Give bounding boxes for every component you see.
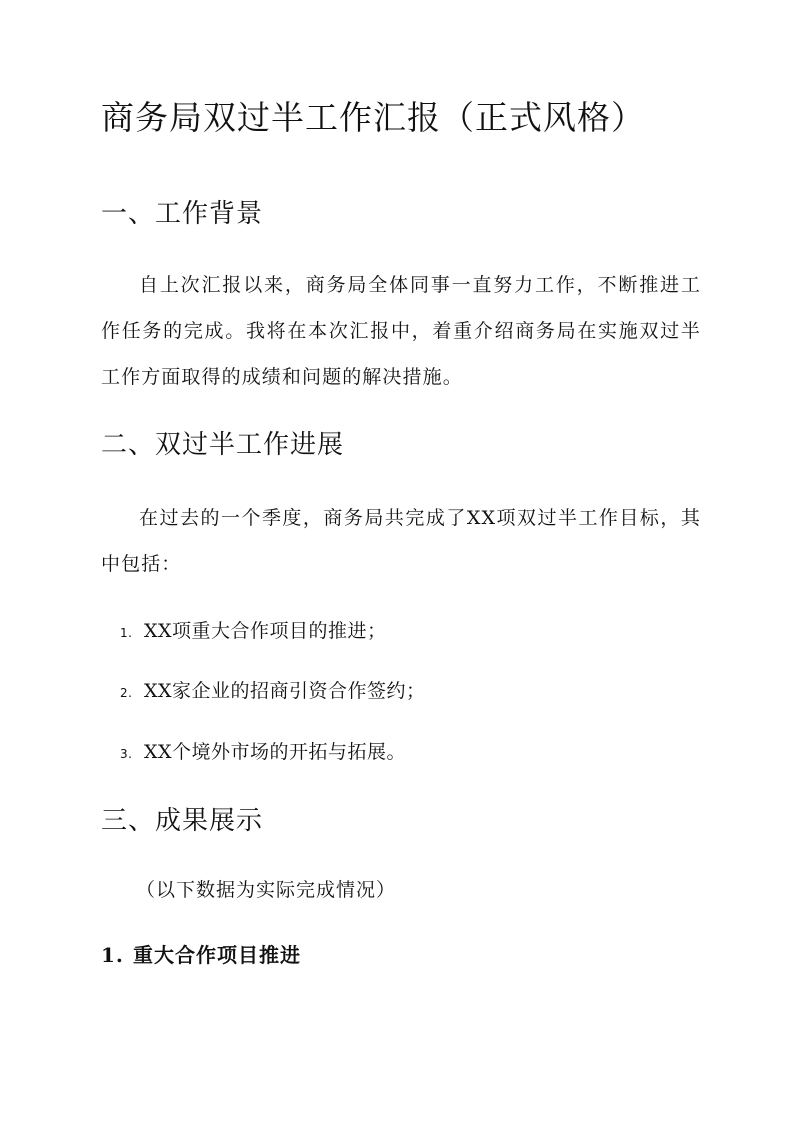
- list-item-number: 2.: [120, 686, 133, 700]
- list-item: [120, 617, 387, 647]
- section-heading-background: 一、工作背景: [101, 199, 264, 229]
- document-title: 商务局双过半工作汇报（正式风格）: [101, 98, 645, 137]
- list-item-text: XX家企业的招商引资合作签约；: [144, 680, 426, 702]
- list-item-number: 3.: [120, 747, 133, 761]
- section-heading-progress: 二、双过半工作进展: [101, 430, 345, 460]
- list-item-text: XX个境外市场的开拓与拓展。: [144, 741, 407, 763]
- subsection-title: 重大合作项目推进: [133, 943, 301, 967]
- section-paragraph-background: 自上次汇报以来，商务局全体同事一直努力工作，不断推进工作任务的完成。我将在本次汇报中，着重介绍商务局在实施双过半工作方面取得的成绩和问题的解决措施。: [101, 274, 701, 388]
- list-item-text: XX项重大合作项目的推进；: [144, 620, 387, 642]
- results-note: （以下数据为实际完成情况）: [136, 879, 397, 901]
- list-item-number: 1.: [120, 626, 133, 640]
- subsection-number: 1.: [101, 943, 124, 967]
- list-item: [120, 738, 406, 768]
- section-heading-results: 三、成果展示: [101, 806, 264, 836]
- subsection-heading: [101, 940, 301, 970]
- section-paragraph-progress: 在过去的一个季度，商务局共完成了XX项双过半工作目标，其中包括：: [101, 507, 701, 575]
- list-item: [120, 677, 426, 707]
